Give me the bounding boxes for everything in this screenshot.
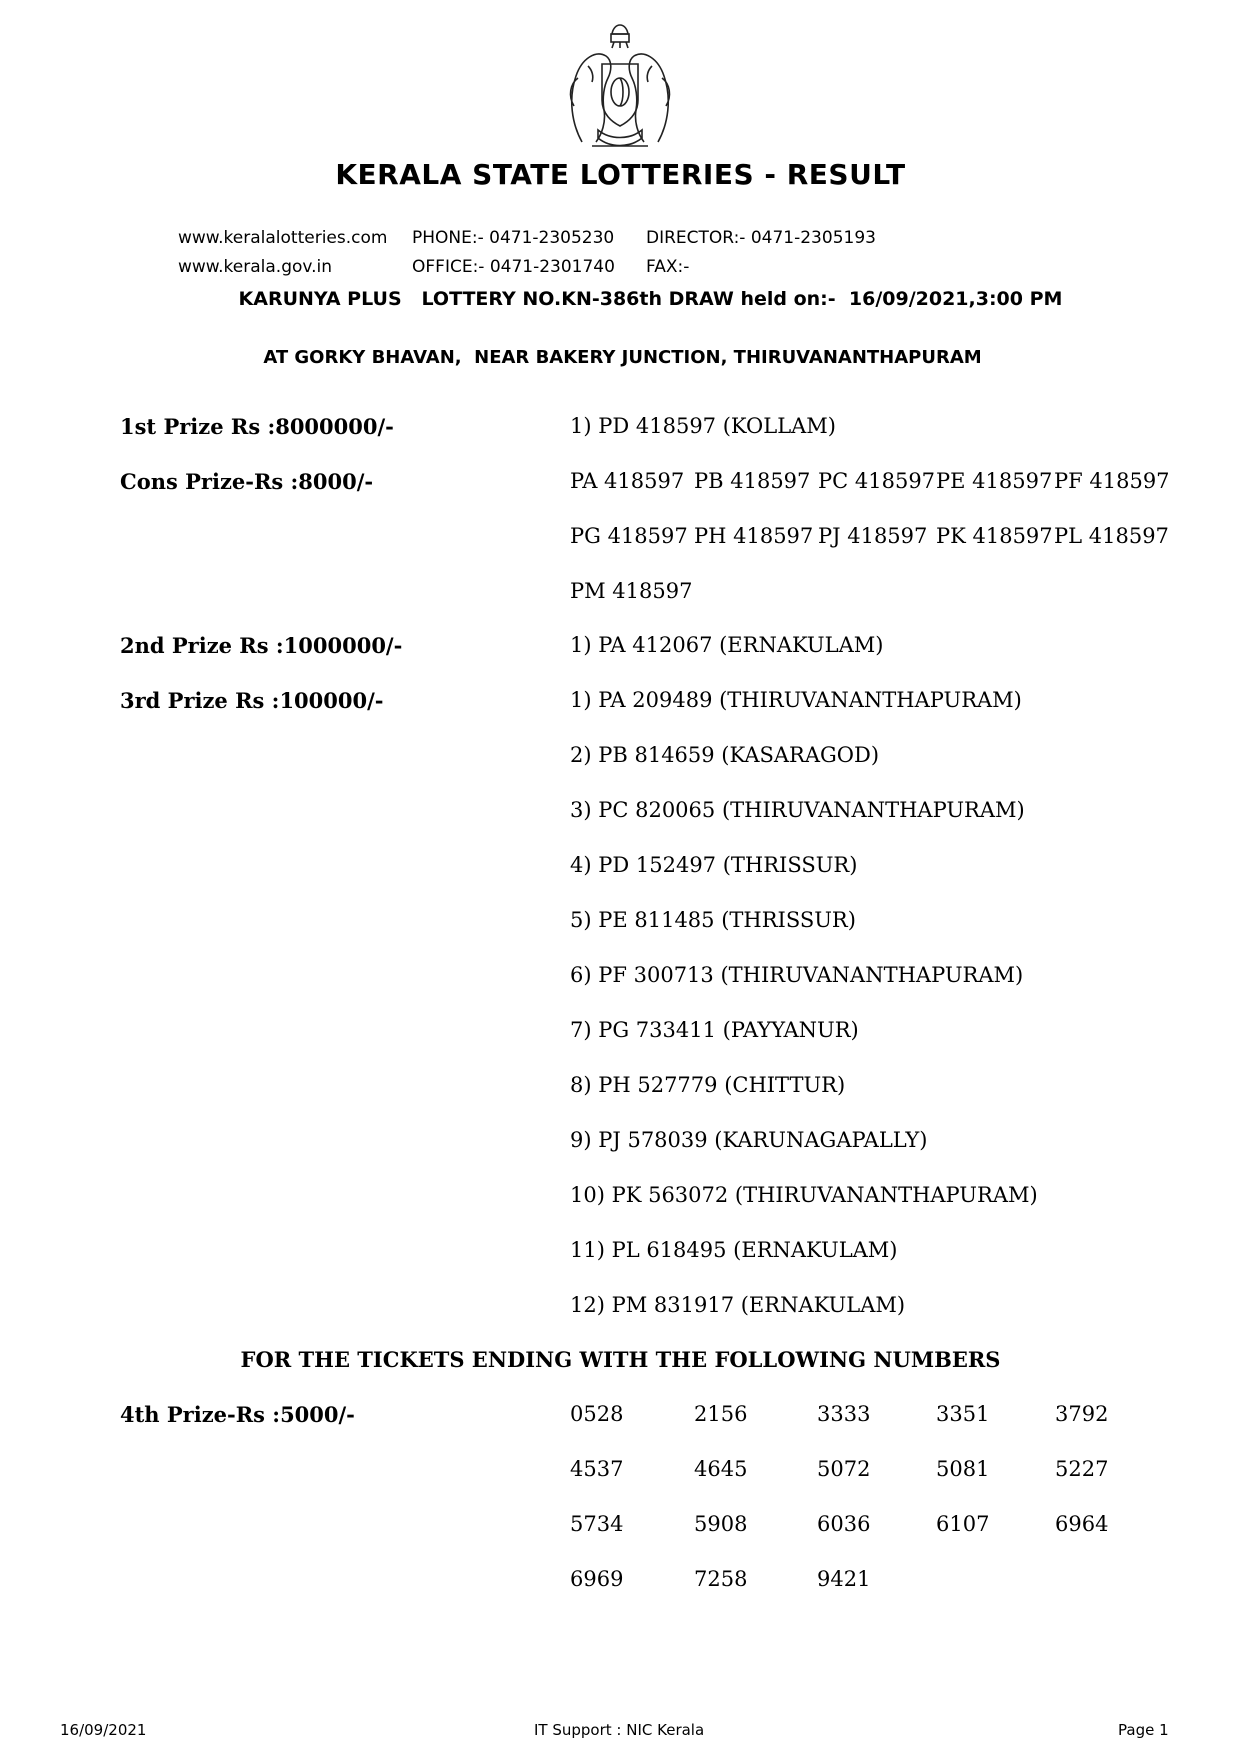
draw-venue: AT GORKY BHAVAN, NEAR BAKERY JUNCTION, THIRUVANANTHAPURAM xyxy=(263,347,982,368)
fourth-prize-number: 3792 xyxy=(1055,1402,1109,1426)
fourth-prize-number: 5908 xyxy=(694,1512,748,1536)
first-prize-winner: 1) PD 418597 (KOLLAM) xyxy=(570,414,836,438)
cons-prize-ticket: PE 418597 xyxy=(936,469,1053,493)
third-prize-winner: 5) PE 811485 (THRISSUR) xyxy=(570,908,856,932)
fourth-prize-label: 4th Prize-Rs :5000/- xyxy=(120,1402,355,1427)
first-prize-label: 1st Prize Rs :8000000/- xyxy=(120,414,394,439)
fourth-prize-number: 5734 xyxy=(570,1512,624,1536)
third-prize-winner: 4) PD 152497 (THRISSUR) xyxy=(570,853,858,877)
kerala-state-emblem-icon xyxy=(562,14,678,154)
fourth-prize-number: 2156 xyxy=(694,1402,748,1426)
fourth-prize-number: 5081 xyxy=(936,1457,990,1481)
second-prize-winner: 1) PA 412067 (ERNAKULAM) xyxy=(570,633,884,657)
cons-prize-ticket: PJ 418597 xyxy=(818,524,928,548)
fourth-prize-number: 4645 xyxy=(694,1457,748,1481)
fourth-prize-number: 3351 xyxy=(936,1402,990,1426)
cons-prize-ticket: PM 418597 xyxy=(570,579,693,603)
second-prize-label: 2nd Prize Rs :1000000/- xyxy=(120,633,403,658)
cons-prize-ticket: PL 418597 xyxy=(1054,524,1169,548)
cons-prize-label: Cons Prize-Rs :8000/- xyxy=(120,469,374,494)
cons-prize-ticket: PH 418597 xyxy=(694,524,814,548)
third-prize-winner: 10) PK 563072 (THIRUVANANTHAPURAM) xyxy=(570,1183,1038,1207)
government-website-link[interactable]: www.kerala.gov.in xyxy=(178,257,333,277)
third-prize-winner: 9) PJ 578039 (KARUNAGAPALLY) xyxy=(570,1128,928,1152)
cons-prize-ticket: PA 418597 xyxy=(570,469,685,493)
cons-prize-ticket: PC 418597 xyxy=(818,469,936,493)
fourth-prize-number: 6036 xyxy=(817,1512,871,1536)
office-phone: OFFICE:- 0471-2301740 xyxy=(412,257,615,277)
ending-numbers-heading: FOR THE TICKETS ENDING WITH THE FOLLOWING NUMBERS xyxy=(240,1347,1001,1372)
fourth-prize-number: 6969 xyxy=(570,1567,624,1591)
cons-prize-ticket: PG 418597 xyxy=(570,524,688,548)
cons-prize-ticket: PB 418597 xyxy=(694,469,811,493)
third-prize-winner: 11) PL 618495 (ERNAKULAM) xyxy=(570,1238,898,1262)
fax-number: FAX:- xyxy=(646,257,690,277)
fourth-prize-number: 6107 xyxy=(936,1512,990,1536)
draw-details: KARUNYA PLUS LOTTERY NO.KN-386th DRAW held on:- 16/09/2021,3:00 PM xyxy=(238,288,1063,310)
footer-date: 16/09/2021 xyxy=(60,1721,147,1739)
fourth-prize-number: 5072 xyxy=(817,1457,871,1481)
third-prize-label: 3rd Prize Rs :100000/- xyxy=(120,688,384,713)
fourth-prize-number: 4537 xyxy=(570,1457,624,1481)
third-prize-winner: 12) PM 831917 (ERNAKULAM) xyxy=(570,1293,906,1317)
page-title: KERALA STATE LOTTERIES - RESULT xyxy=(335,158,906,191)
third-prize-winner: 1) PA 209489 (THIRUVANANTHAPURAM) xyxy=(570,688,1022,712)
footer-support: IT Support : NIC Kerala xyxy=(534,1721,705,1739)
cons-prize-ticket: PF 418597 xyxy=(1054,469,1170,493)
phone-number: PHONE:- 0471-2305230 xyxy=(412,228,615,248)
fourth-prize-number: 5227 xyxy=(1055,1457,1109,1481)
third-prize-winner: 2) PB 814659 (KASARAGOD) xyxy=(570,743,880,767)
director-phone: DIRECTOR:- 0471-2305193 xyxy=(646,228,876,248)
footer-page-number: Page 1 xyxy=(1118,1721,1169,1739)
fourth-prize-number: 0528 xyxy=(570,1402,624,1426)
fourth-prize-number: 3333 xyxy=(817,1402,871,1426)
third-prize-winner: 8) PH 527779 (CHITTUR) xyxy=(570,1073,846,1097)
third-prize-winner: 3) PC 820065 (THIRUVANANTHAPURAM) xyxy=(570,798,1025,822)
fourth-prize-number: 6964 xyxy=(1055,1512,1109,1536)
cons-prize-ticket: PK 418597 xyxy=(936,524,1053,548)
fourth-prize-number: 7258 xyxy=(694,1567,748,1591)
website-link[interactable]: www.keralalotteries.com xyxy=(178,228,388,248)
third-prize-winner: 7) PG 733411 (PAYYANUR) xyxy=(570,1018,859,1042)
third-prize-winner: 6) PF 300713 (THIRUVANANTHAPURAM) xyxy=(570,963,1024,987)
fourth-prize-number: 9421 xyxy=(817,1567,871,1591)
